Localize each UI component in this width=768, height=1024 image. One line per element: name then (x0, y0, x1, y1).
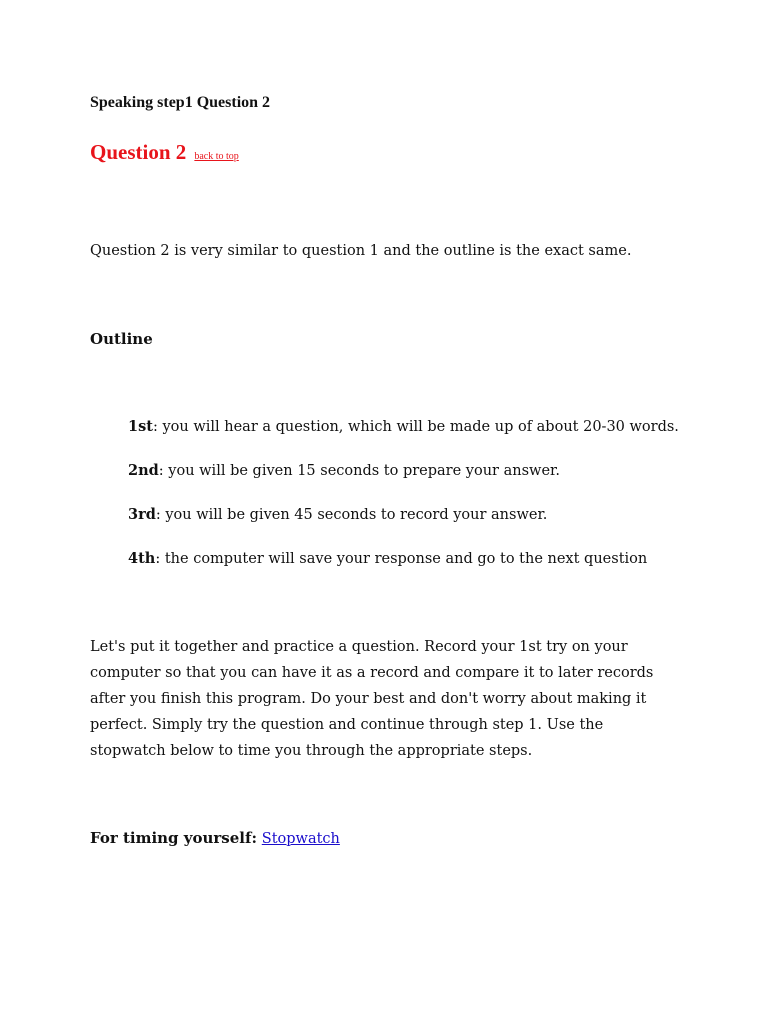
practice-paragraph: Let's put it together and practice a question. Record your 1st try on your computer so that you can have it as a record and compare it to later records after you finish this program. Do your best and don't worry about making it perfect. Simply try the question and continue through step 1. Use the stopwatch below to time you through the appropriate steps. (90, 639, 654, 759)
question-title: Question 2 (90, 140, 187, 164)
step-label: 1st (128, 418, 153, 435)
outline-step-3 (128, 504, 547, 526)
step-text: : the computer will save your response and go to the next question (155, 551, 648, 567)
step-text: : you will be given 15 seconds to prepare your answer. (158, 463, 560, 479)
step-label: 4th (128, 550, 156, 567)
step-text: : you will be given 45 seconds to record your answer. (155, 507, 548, 523)
timing-line (90, 827, 340, 850)
intro-paragraph: Question 2 is very similar to question 1 and the outline is the exact same. (90, 243, 632, 259)
stopwatch-link[interactable]: Stopwatch (261, 831, 340, 847)
page-title: Speaking step1 Question 2 (90, 94, 271, 111)
outline-step-4 (128, 548, 647, 570)
outline-step-2 (128, 460, 560, 482)
outline-step-1 (128, 416, 679, 438)
step-label: 3rd (128, 506, 156, 523)
back-to-top-link[interactable]: back to top (194, 151, 239, 162)
outline-heading: Outline (90, 330, 153, 348)
question-heading (90, 140, 239, 165)
step-label: 2nd (128, 462, 159, 479)
timing-label: For timing yourself: (90, 829, 257, 847)
step-text: : you will hear a question, which will be made up of about 20-30 words. (152, 419, 679, 435)
